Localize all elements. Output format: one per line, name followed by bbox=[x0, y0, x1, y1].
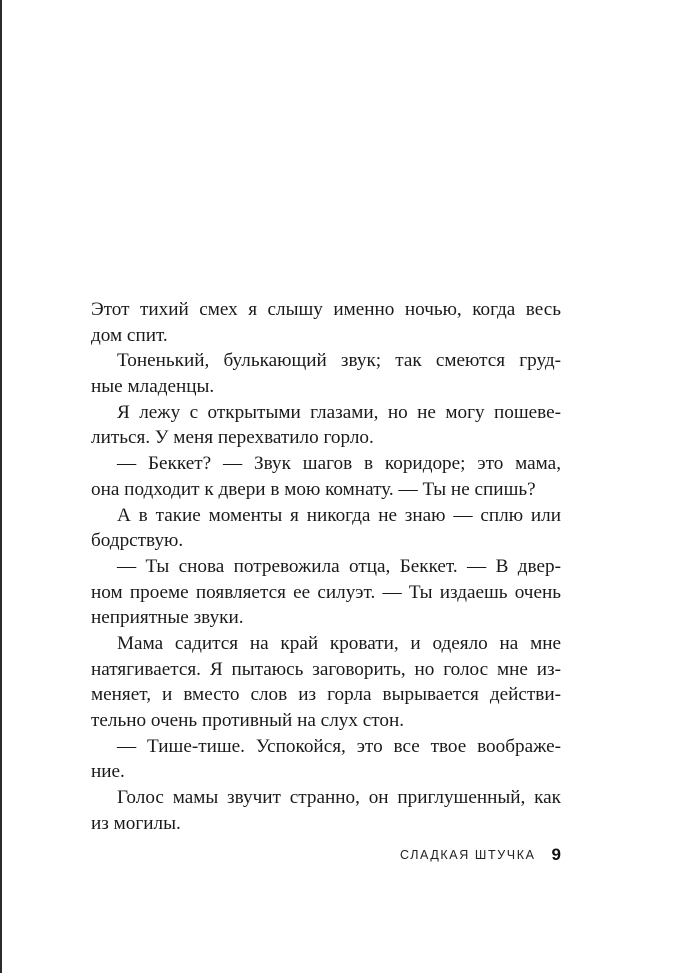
text-line: литься. У меня перехватило горло. bbox=[91, 427, 374, 449]
text-line: — Ты снова потревожила отца, Беккет. — В двер- bbox=[117, 555, 561, 577]
text-line: Этот тихий смех я слышу именно ночью, когда весь bbox=[91, 299, 561, 320]
page-edge-rule bbox=[0, 0, 2, 973]
text-line: меняет, и вместо слов из горла вырывается действи- bbox=[91, 684, 561, 706]
text-line: ном проеме появляется ее силуэт. — Ты издаешь очень bbox=[91, 581, 561, 603]
page-number: 9 bbox=[551, 845, 561, 864]
text-line: А в такие моменты я никогда не знаю — сплю или bbox=[117, 504, 561, 526]
text-line: Я лежу с открытыми глазами, но не могу пошеве- bbox=[117, 401, 561, 423]
text-line: Тоненький, булькающий звук; так смеются груд- bbox=[117, 350, 561, 372]
text-line: дом спит. bbox=[91, 324, 168, 346]
text-line: Голос мамы звучит странно, он приглушенный, как bbox=[117, 787, 561, 809]
page-footer bbox=[374, 843, 561, 867]
running-head: СЛАДКАЯ ШТУЧКА bbox=[399, 848, 536, 862]
text-line: бодрствую. bbox=[91, 530, 184, 552]
text-line: ние. bbox=[91, 761, 125, 783]
text-line: ные младенцы. bbox=[91, 376, 215, 398]
text-line: натягивается. Я пытаюсь заговорить, но голос мне из- bbox=[91, 658, 561, 680]
text-line: из могилы. bbox=[91, 812, 181, 834]
body-text bbox=[91, 297, 561, 836]
text-line: тельно очень противный на слух стон. bbox=[91, 710, 405, 731]
text-line: Мама садится на край кровати, и одеяло на мне bbox=[117, 632, 561, 654]
text-line: она подходит к двери в мою комнату. — Ты не спишь? bbox=[91, 478, 536, 500]
text-line: — Тише-тише. Успокойся, это все твое воображе- bbox=[117, 735, 561, 757]
text-line: — Беккет? — Звук шагов в коридоре; это мама, bbox=[117, 453, 561, 475]
text-line: неприятные звуки. bbox=[91, 607, 244, 629]
